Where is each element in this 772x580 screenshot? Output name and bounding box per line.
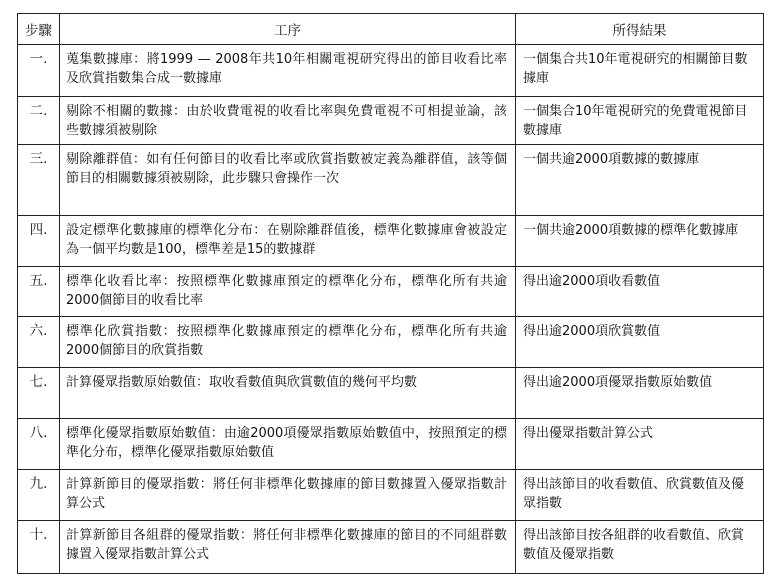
result-cell: 得出逾2000項欣賞數值 xyxy=(516,317,764,368)
step-number: 七. xyxy=(18,368,60,419)
result-cell: 得出逾2000項優眾指數原始數值 xyxy=(516,368,764,419)
process-cell: 蒐集數據庫：將1999 — 2008年共10年相關電視研究得出的節目收看比率及欣賞指數集合成一數據庫 xyxy=(60,45,516,97)
header-result: 所得結果 xyxy=(516,14,764,45)
step-number: 一. xyxy=(18,45,60,97)
result-cell: 一個共逾2000項數據的標準化數據庫 xyxy=(516,216,764,267)
process-cell: 剔除離群值：如有任何節目的收看比率或欣賞指數被定義為離群值，該等個節目的相關數據須被剔除，此步驟只會操作一次 xyxy=(60,145,516,216)
table-row xyxy=(18,216,764,267)
step-number: 三. xyxy=(18,145,60,216)
header-process: 工序 xyxy=(60,14,516,45)
step-number: 二. xyxy=(18,97,60,145)
result-cell: 得出該節目的收看數值、欣賞數值及優眾指數 xyxy=(516,470,764,521)
procedure-table xyxy=(17,13,764,574)
step-number: 十. xyxy=(18,521,60,574)
process-cell: 計算優眾指數原始數值：取收看數值與欣賞數值的幾何平均數 xyxy=(60,368,516,419)
result-cell: 一個集合10年電視研究的免費電視節目數據庫 xyxy=(516,97,764,145)
table-row xyxy=(18,267,764,317)
process-cell: 標準化欣賞指數：按照標準化數據庫預定的標準化分布，標準化所有共逾2000個節目的欣賞指數 xyxy=(60,317,516,368)
result-cell: 得出該節目按各組群的收看數值、欣賞數值及優眾指數 xyxy=(516,521,764,574)
table-row xyxy=(18,317,764,368)
process-cell: 設定標準化數據庫的標準化分布：在剔除離群值後，標準化數據庫會被設定為一個平均數是100，標準差是15的數據群 xyxy=(60,216,516,267)
process-cell: 計算新節目各組群的優眾指數：將任何非標準化數據庫的節目的不同組群數據置入優眾指數計算公式 xyxy=(60,521,516,574)
process-cell: 標準化收看比率：按照標準化數據庫預定的標準化分布，標準化所有共逾2000個節目的收看比率 xyxy=(60,267,516,317)
table-header-row xyxy=(18,14,764,45)
process-cell: 計算新節目的優眾指數：將任何非標準化數據庫的節目數據置入優眾指數計算公式 xyxy=(60,470,516,521)
result-cell: 得出優眾指數計算公式 xyxy=(516,419,764,470)
table-row xyxy=(18,45,764,97)
result-cell: 一個集合共10年電視研究的相關節目數據庫 xyxy=(516,45,764,97)
step-number: 四. xyxy=(18,216,60,267)
table-row xyxy=(18,521,764,574)
header-step: 步驟 xyxy=(18,14,60,45)
table-row xyxy=(18,419,764,470)
result-cell: 一個共逾2000項數據的數據庫 xyxy=(516,145,764,216)
table-row xyxy=(18,368,764,419)
table-row xyxy=(18,97,764,145)
process-cell: 剔除不相關的數據：由於收費電視的收看比率與免費電視不可相提並論，該些數據須被剔除 xyxy=(60,97,516,145)
table-row xyxy=(18,470,764,521)
table-row xyxy=(18,145,764,216)
process-cell: 標準化優眾指數原始數值：由逾2000項優眾指數原始數值中，按照預定的標準化分布，標準化優眾指數原始數值 xyxy=(60,419,516,470)
step-number: 五. xyxy=(18,267,60,317)
step-number: 六. xyxy=(18,317,60,368)
step-number: 九. xyxy=(18,470,60,521)
result-cell: 得出逾2000項收看數值 xyxy=(516,267,764,317)
step-number: 八. xyxy=(18,419,60,470)
